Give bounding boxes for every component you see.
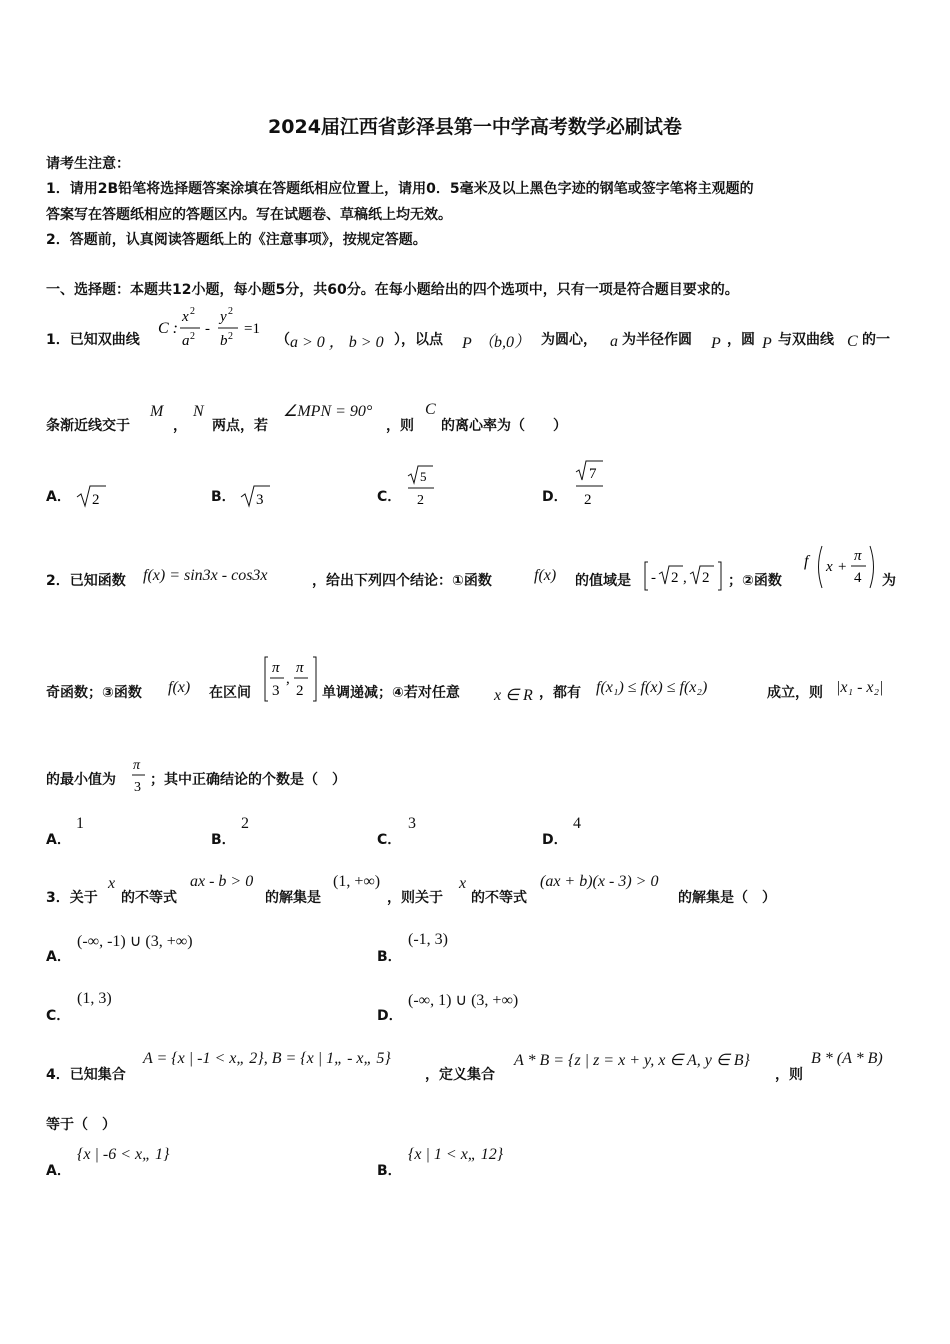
q1-option-c-value xyxy=(404,464,438,510)
formula-a2: a xyxy=(182,333,190,349)
q4-definition: A * B = {z | z = x + y, x ∈ A, y ∈ B} xyxy=(514,1052,750,1069)
q3-text-4: ，则关于 xyxy=(387,890,443,906)
q1-point-coord: （b,0） xyxy=(478,334,531,351)
formula-y2-exp: 2 xyxy=(228,306,233,317)
shift-pi: π xyxy=(854,548,862,564)
q1-condition: a > 0 ， b > 0 xyxy=(290,334,384,351)
q4-option-a-label[interactable]: A． xyxy=(46,1163,71,1179)
q2-option-d-value: 4 xyxy=(573,815,581,832)
q1-var-n: N xyxy=(193,403,204,420)
denominator-2b: 2 xyxy=(584,492,592,508)
interval-comma: , xyxy=(286,671,290,687)
shift-4: 4 xyxy=(854,570,862,586)
q4-text-4: 等于（ ） xyxy=(46,1117,116,1133)
q2-text-12: ；其中正确结论的个数是（ ） xyxy=(150,772,346,788)
interval-2: 2 xyxy=(296,683,304,699)
q2-text-7: 在区间 xyxy=(209,685,251,701)
q3-var-x-2: x xyxy=(459,875,467,892)
q3-inequality-2: (ax + b)(x - 3) > 0 xyxy=(540,873,659,890)
q4-option-a-value: {x | -6 < x„ 1} xyxy=(77,1146,170,1163)
q3-option-c-value: (1, 3) xyxy=(77,990,112,1007)
interval-pi-2: π xyxy=(296,660,304,676)
q2-option-c-value: 3 xyxy=(408,815,416,832)
formula-y2: y xyxy=(220,309,227,325)
formula-b2: b xyxy=(220,333,228,349)
q3-option-c-label[interactable]: C． xyxy=(46,1008,71,1024)
shift-f: f xyxy=(804,553,809,570)
q3-option-d-value: (-∞, 1) ∪ (3, +∞) xyxy=(408,992,519,1009)
q1-text-5: 为半径作圆 xyxy=(622,332,692,348)
q2-text-10: 成立，则 xyxy=(767,685,823,701)
q2-option-d-label[interactable]: D． xyxy=(542,832,568,848)
q2-function: f(x) = sin3x - cos3x xyxy=(143,567,268,584)
range-comma: , xyxy=(683,570,687,586)
q1-option-b-label[interactable]: B． xyxy=(211,489,236,505)
q1-circle-p: P xyxy=(711,335,721,352)
q4-text-2: ，定义集合 xyxy=(425,1067,495,1083)
q1-text-2: （ xyxy=(276,332,290,348)
section-heading: 一、选择题：本题共12小题，每小题5分，共60分。在每小题给出的四个选项中，只有一项是符合题目要求的。 xyxy=(46,282,739,298)
q2-text-6: 奇函数；③函数 xyxy=(46,685,142,701)
q4-sets: A = {x | -1 < x„ 2}, B = {x | 1„ - x„ 5} xyxy=(143,1050,391,1067)
q2-text-2: ，给出下列四个结论：①函数 xyxy=(312,573,492,589)
formula-x2-exp: 2 xyxy=(190,306,195,317)
q2-x-in-r: x ∈ R xyxy=(494,687,533,704)
notice-line-3: 2．答题前，认真阅读答题纸上的《注意事项》，按规定答题。 xyxy=(46,232,427,248)
q3-option-a-value: (-∞, -1) ∪ (3, +∞) xyxy=(77,933,193,950)
q1-var-m: M xyxy=(150,403,164,420)
q2-option-b-label[interactable]: B． xyxy=(211,832,236,848)
q1-option-d-label[interactable]: D． xyxy=(542,489,568,505)
q4-text-3: ，则 xyxy=(775,1067,803,1083)
formula-c-colon: C : xyxy=(158,320,178,337)
q3-option-b-label[interactable]: B． xyxy=(377,949,402,965)
q3-solution: (1, +∞) xyxy=(333,873,381,890)
q2-option-b-value: 2 xyxy=(241,815,249,832)
q1-text-3: ），以点 xyxy=(394,332,443,348)
formula-b2-exp: 2 xyxy=(228,331,233,342)
q3-text-6: 的解集是（ ） xyxy=(678,890,776,906)
q2-text-4: ；②函数 xyxy=(728,573,782,589)
q2-min-value xyxy=(130,754,150,796)
q1-var-a: a xyxy=(610,333,618,350)
formula-a2-exp: 2 xyxy=(190,331,195,342)
q1-option-d-value xyxy=(573,458,607,510)
q3-var-x: x xyxy=(108,875,116,892)
q1-point-p: P xyxy=(462,335,472,352)
q1-angle: ∠MPN = 90° xyxy=(283,403,373,420)
q2-interval xyxy=(262,654,322,704)
q1-option-a-value xyxy=(74,482,108,510)
page-title: 2024届江西省彭泽县第一中学高考数学必刷试卷 xyxy=(268,116,682,138)
q4-text-1: 4．已知集合 xyxy=(46,1067,126,1083)
range-radicand-1: 2 xyxy=(671,570,679,586)
q1-text-12: 的离心率为（ ） xyxy=(441,418,567,434)
min-3: 3 xyxy=(134,780,141,795)
q1-hyperbola-c: C xyxy=(847,333,858,350)
q2-option-a-label[interactable]: A． xyxy=(46,832,71,848)
q3-text-2: 的不等式 xyxy=(121,890,177,906)
q1-text-6: ，圆 xyxy=(727,332,755,348)
q3-option-a-label[interactable]: A． xyxy=(46,949,71,965)
q2-text-11: 的最小值为 xyxy=(46,772,116,788)
range-minus: - xyxy=(651,570,656,586)
q2-inequality: f(x₁) ≤ f(x) ≤ f(x₂) xyxy=(596,679,708,696)
formula-eq1: =1 xyxy=(244,321,260,337)
q1-text-11: ，则 xyxy=(386,418,414,434)
sqrt3-radicand: 3 xyxy=(256,492,264,508)
q2-text-8: 单调递减；④若对任意 xyxy=(322,685,460,701)
sqrt2-radicand: 2 xyxy=(92,492,100,508)
q1-text-4: 为圆心， xyxy=(541,332,597,348)
q1-option-b-value xyxy=(238,482,272,510)
formula-minus: - xyxy=(205,321,210,337)
q2-fx-2: f(x) xyxy=(168,679,191,696)
notice-line-2: 答案写在答题纸相应的答题区内。写在试题卷、草稿纸上均无效。 xyxy=(46,207,452,223)
denominator-2: 2 xyxy=(417,493,424,508)
shift-plus: + xyxy=(838,559,847,575)
q3-option-b-value: (-1, 3) xyxy=(408,931,448,948)
q3-text-5: 的不等式 xyxy=(471,890,527,906)
interval-pi-1: π xyxy=(272,660,280,676)
q1-option-c-label[interactable]: C． xyxy=(377,489,402,505)
q1-text-7: 与双曲线 xyxy=(778,332,834,348)
q2-shifted-function xyxy=(802,542,878,592)
notice-line-1: 1．请用2B铅笔将选择题答案涂填在答题纸相应位置上，请用0．5毫米及以上黑色字迹的钢笔或签字笔将主观题的 xyxy=(46,181,754,197)
min-pi: π xyxy=(133,758,141,773)
q1-hyperbola-c2: C xyxy=(425,401,436,418)
q2-text-9: ，都有 xyxy=(539,685,581,701)
q3-option-d-label[interactable]: D． xyxy=(377,1008,403,1024)
q2-range xyxy=(642,560,728,594)
q1-text-9: 条渐近线交于 xyxy=(46,418,130,434)
q1-text-8: 的一 xyxy=(862,332,890,348)
interval-3: 3 xyxy=(272,683,280,699)
q1-text-1: 1．已知双曲线 xyxy=(46,332,140,348)
formula-x2: x xyxy=(182,309,189,325)
q3-text-1: 3．关于 xyxy=(46,890,98,906)
q4-option-b-label[interactable]: B． xyxy=(377,1163,402,1179)
q2-fx: f(x) xyxy=(534,567,557,584)
shift-x: x xyxy=(826,559,833,575)
q4-option-b-value: {x | 1 < x„ 12} xyxy=(408,1146,504,1163)
q2-text-1: 2．已知函数 xyxy=(46,573,126,589)
q1-text-10: 两点，若 xyxy=(212,418,268,434)
sqrt5-radicand: 5 xyxy=(420,469,427,484)
q2-abs: |x₁ - x₂| xyxy=(836,679,884,696)
q2-text-3: 的值域是 xyxy=(575,573,631,589)
q4-expression: B * (A * B) xyxy=(811,1050,883,1067)
sqrt7-radicand: 7 xyxy=(589,466,597,482)
range-radicand-2: 2 xyxy=(702,570,710,586)
q1-hyperbola-formula xyxy=(156,303,274,349)
q3-text-3: 的解集是 xyxy=(265,890,321,906)
q2-option-c-label[interactable]: C． xyxy=(377,832,402,848)
q2-text-5: 为 xyxy=(882,573,896,589)
q3-inequality-1: ax - b > 0 xyxy=(190,873,254,890)
q1-option-a-label[interactable]: A． xyxy=(46,489,71,505)
notice-heading: 请考生注意： xyxy=(46,156,130,172)
q1-circle-p2: P xyxy=(762,335,772,352)
q1-comma: ， xyxy=(173,418,187,434)
q2-option-a-value: 1 xyxy=(76,815,84,832)
